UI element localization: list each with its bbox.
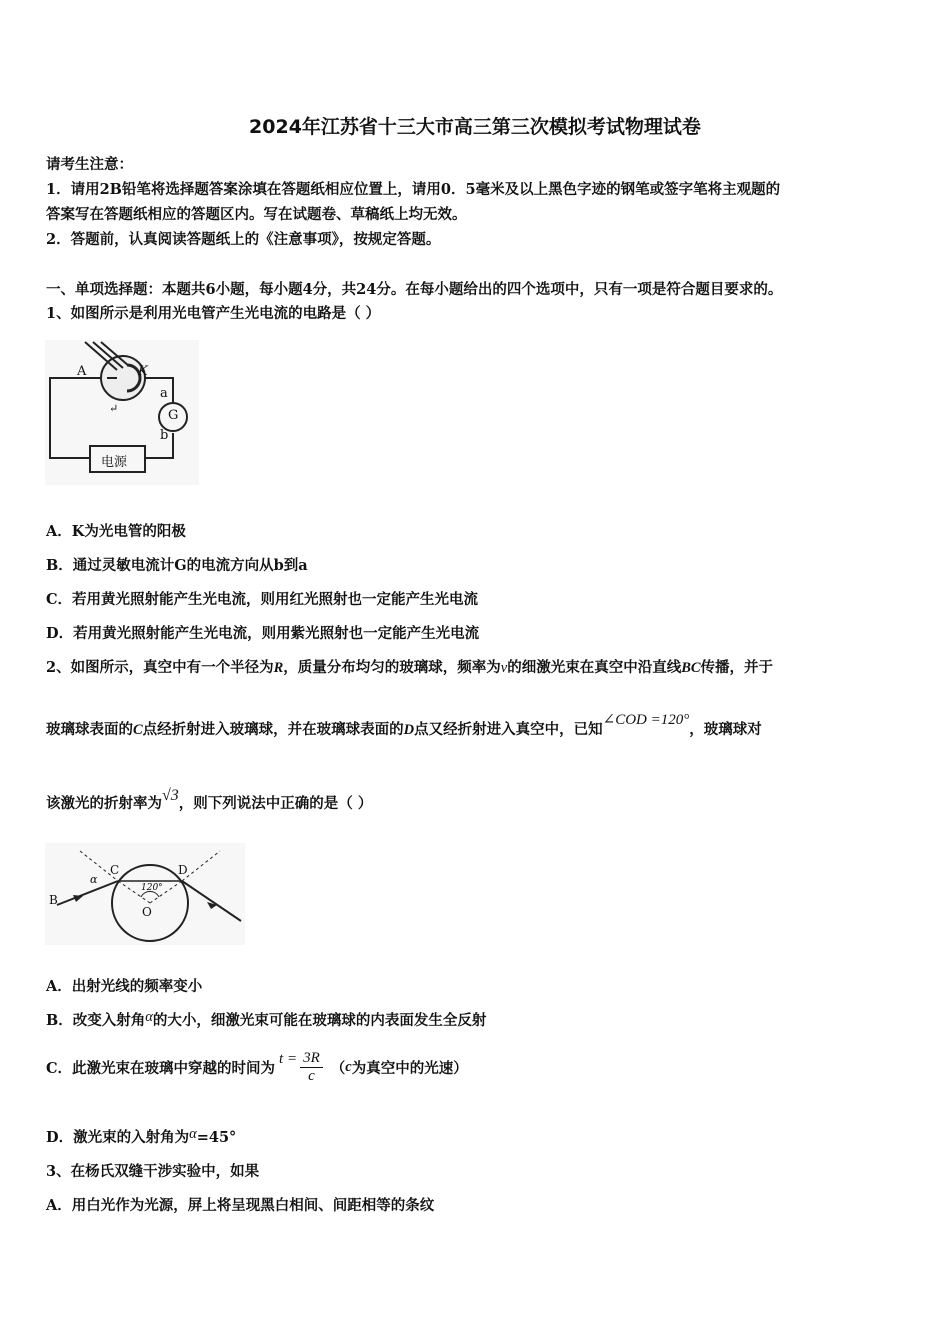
q2-text: ，质量分布均匀的玻璃球，频率为 bbox=[283, 659, 501, 676]
q2-option-d bbox=[46, 1126, 236, 1147]
q2-text: ，玻璃球对 bbox=[689, 721, 762, 738]
label-return-mark: ↵ bbox=[109, 402, 119, 415]
angle-cod: ∠COD =120° bbox=[602, 712, 690, 728]
fraction-numerator: 3R bbox=[300, 1050, 323, 1068]
fraction-3r-over-c bbox=[300, 1050, 323, 1085]
notice-item-1a: 1．请用2B铅笔将选择题答案涂填在答题纸相应位置上，请用0．5毫米及以上黑色字迹的钢笔或签字笔将主观题的 bbox=[46, 181, 781, 198]
label-a: a bbox=[160, 386, 168, 401]
q1-option-b: B．通过灵敏电流计G的电流方向从b到a bbox=[46, 557, 308, 574]
label-k-cathode: K bbox=[138, 364, 148, 379]
q2-text: 点又经折射进入真空中，已知 bbox=[414, 721, 603, 738]
symbol-c: C bbox=[133, 722, 143, 738]
q2-stem-line3 bbox=[46, 787, 373, 813]
q1-stem: 1、如图所示是利用光电管产生光电流的电路是（ ） bbox=[46, 305, 381, 322]
q2-text: 为真空中的光速） bbox=[351, 1059, 468, 1077]
symbol-alpha: α bbox=[189, 1126, 197, 1142]
q1-option-d: D．若用黄光照射能产生光电流，则用紫光照射也一定能产生光电流 bbox=[46, 625, 480, 642]
q3-option-a: A．用白光作为光源，屏上将呈现黑白相间、间距相等的条纹 bbox=[46, 1197, 435, 1214]
q2-text: D．激光束的入射角为 bbox=[46, 1129, 190, 1146]
fraction-denominator: c bbox=[308, 1067, 315, 1084]
q2-text: 点经折射进入玻璃球，并在玻璃球表面的 bbox=[142, 721, 404, 738]
symbol-nu: ν bbox=[500, 660, 508, 676]
symbol-alpha: α bbox=[145, 1009, 153, 1025]
q2-option-b bbox=[46, 1009, 486, 1030]
q2-text: 的大小，细激光束可能在玻璃球的内表面发生全反射 bbox=[152, 1012, 487, 1029]
label-c-point: C bbox=[110, 863, 120, 877]
q2-text: C．此激光束在玻璃中穿越的时间为 bbox=[46, 1059, 276, 1077]
q2-sphere-figure bbox=[45, 843, 245, 945]
symbol-c-light: c bbox=[345, 1058, 352, 1075]
label-d-point: D bbox=[178, 863, 188, 877]
q2-text: 的细激光束在真空中沿直线 bbox=[507, 659, 682, 676]
q1-circuit-figure bbox=[45, 340, 199, 485]
page-title: 2024年江苏省十三大市高三第三次模拟考试物理试卷 bbox=[249, 116, 701, 138]
label-angle-120: 120° bbox=[141, 883, 163, 893]
q2-text: B．改变入射角 bbox=[46, 1012, 146, 1029]
label-b: b bbox=[160, 428, 169, 443]
symbol-d: D bbox=[403, 722, 415, 738]
notice-heading: 请考生注意： bbox=[46, 156, 133, 173]
label-alpha: α bbox=[90, 873, 98, 886]
q2-option-c bbox=[46, 1043, 468, 1091]
section-heading: 一、单项选择题：本题共6小题，每小题4分，共24分。在每小题给出的四个选项中，只有一项是符合题目要求的。 bbox=[46, 281, 783, 298]
q2-text: 该激光的折射率为 bbox=[46, 795, 162, 812]
q2-text: ，则下列说法中正确的是（ ） bbox=[178, 795, 373, 812]
q1-option-a: A．K为光电管的阳极 bbox=[46, 523, 186, 540]
q2-option-a: A．出射光线的频率变小 bbox=[46, 978, 203, 995]
label-power-source: 电源 bbox=[101, 455, 128, 470]
formula-t: t = bbox=[279, 1050, 298, 1067]
label-b-point: B bbox=[49, 893, 58, 907]
q2-text: 传播，并于 bbox=[700, 659, 774, 676]
symbol-bc: BC bbox=[681, 660, 701, 676]
symbol-r: R bbox=[273, 660, 284, 676]
notice-item-2: 2．答题前，认真阅读答题纸上的《注意事项》，按规定答题。 bbox=[46, 231, 441, 248]
q3-stem: 3、在杨氏双缝干涉实验中，如果 bbox=[46, 1163, 260, 1180]
q2-stem-line1 bbox=[46, 656, 773, 677]
label-a-anode: A bbox=[77, 364, 87, 379]
q1-option-c: C．若用黄光照射能产生光电流，则用红光照射也一定能产生光电流 bbox=[46, 591, 479, 608]
q2-text: 2、如图所示，真空中有一个半径为 bbox=[46, 659, 274, 676]
q2-stem-line2 bbox=[46, 712, 762, 739]
sqrt-three: √3 bbox=[162, 787, 179, 804]
q2-text: （ bbox=[330, 1059, 346, 1077]
q2-text: 玻璃球表面的 bbox=[46, 721, 133, 738]
label-galvanometer-g: G bbox=[168, 408, 179, 423]
notice-item-1b: 答案写在答题纸相应的答题区内。写在试题卷、草稿纸上均无效。 bbox=[46, 206, 467, 223]
q2-text: =45° bbox=[196, 1129, 237, 1146]
label-o-center: O bbox=[142, 905, 152, 919]
